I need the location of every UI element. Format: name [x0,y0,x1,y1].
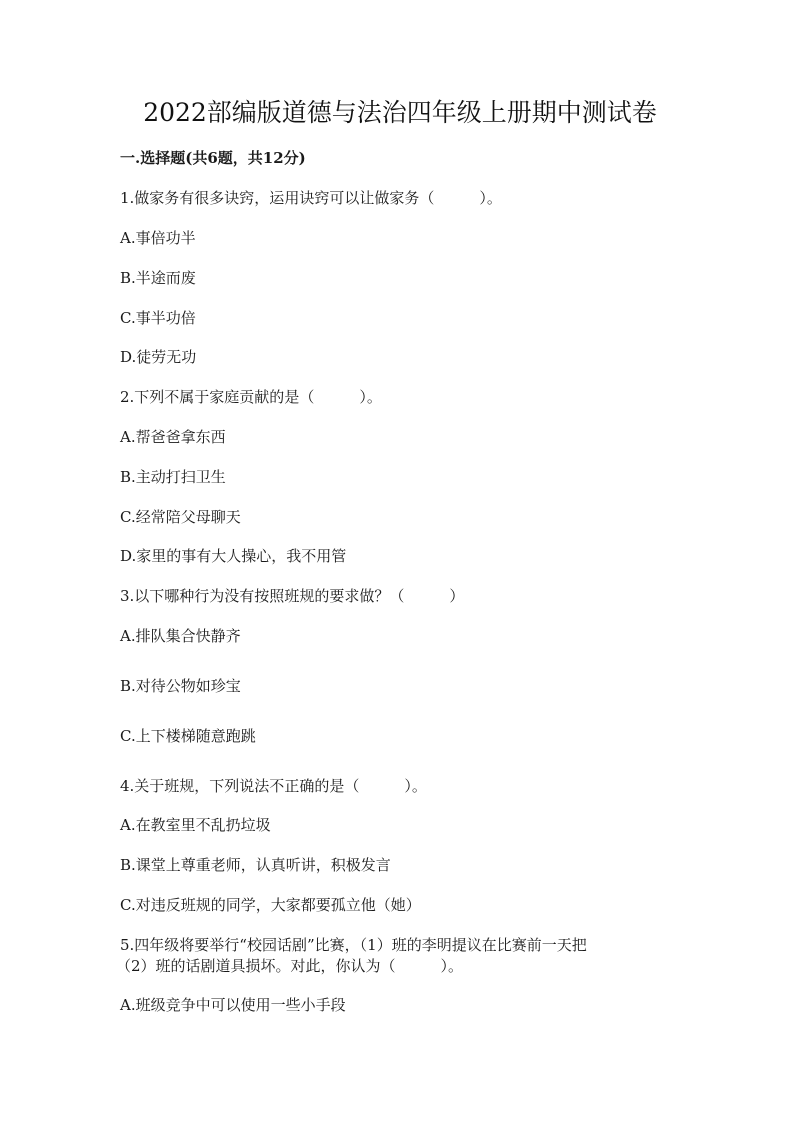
question-3-option-b: B.对待公物如珍宝 [120,677,241,695]
exam-title: 2022部编版道德与法治四年级上册期中测试卷 [143,98,657,127]
question-2-option-d: D.家里的事有大人操心，我不用管 [120,547,347,565]
question-3-option-c: C.上下楼梯随意跑跳 [120,727,256,745]
question-2-option-c: C.经常陪父母聊天 [120,508,241,526]
question-5-stem: 5.四年级将要举行“校园话剧”比赛，（1）班的李明提议在比赛前一天把 [120,936,587,954]
question-5-stem-continued: （2）班的话剧道具损坏。对此，你认为（ ）。 [116,957,464,975]
question-2-option-a: A.帮爸爸拿东西 [120,428,226,446]
question-1-option-b: B.半途而废 [120,269,196,287]
question-1-option-c: C.事半功倍 [120,309,196,327]
question-5-option-a: A.班级竞争中可以使用一些小手段 [120,996,346,1014]
question-2-option-b: B.主动打扫卫生 [120,468,226,486]
question-4-option-b: B.课堂上尊重老师，认真听讲，积极发言 [120,856,391,874]
question-4-stem: 4.关于班规，下列说法不正确的是（ ）。 [120,777,427,795]
question-3-option-a: A.排队集合快静齐 [120,627,241,645]
question-4-option-a: A.在教室里不乱扔垃圾 [120,816,271,834]
question-1-option-a: A.事倍功半 [120,229,196,247]
question-4-option-c: C.对违反班规的同学，大家都要孤立他（她） [120,896,421,914]
section-heading: 一.选择题(共6题，共12分) [120,149,306,167]
question-1-stem: 1.做家务有很多诀窍，运用诀窍可以让做家务（ ）。 [120,189,502,207]
question-1-option-d: D.徒劳无功 [120,348,197,366]
question-2-stem: 2.下列不属于家庭贡献的是（ ）。 [120,388,382,406]
question-3-stem: 3.以下哪种行为没有按照班规的要求做？（ ） [120,587,465,605]
